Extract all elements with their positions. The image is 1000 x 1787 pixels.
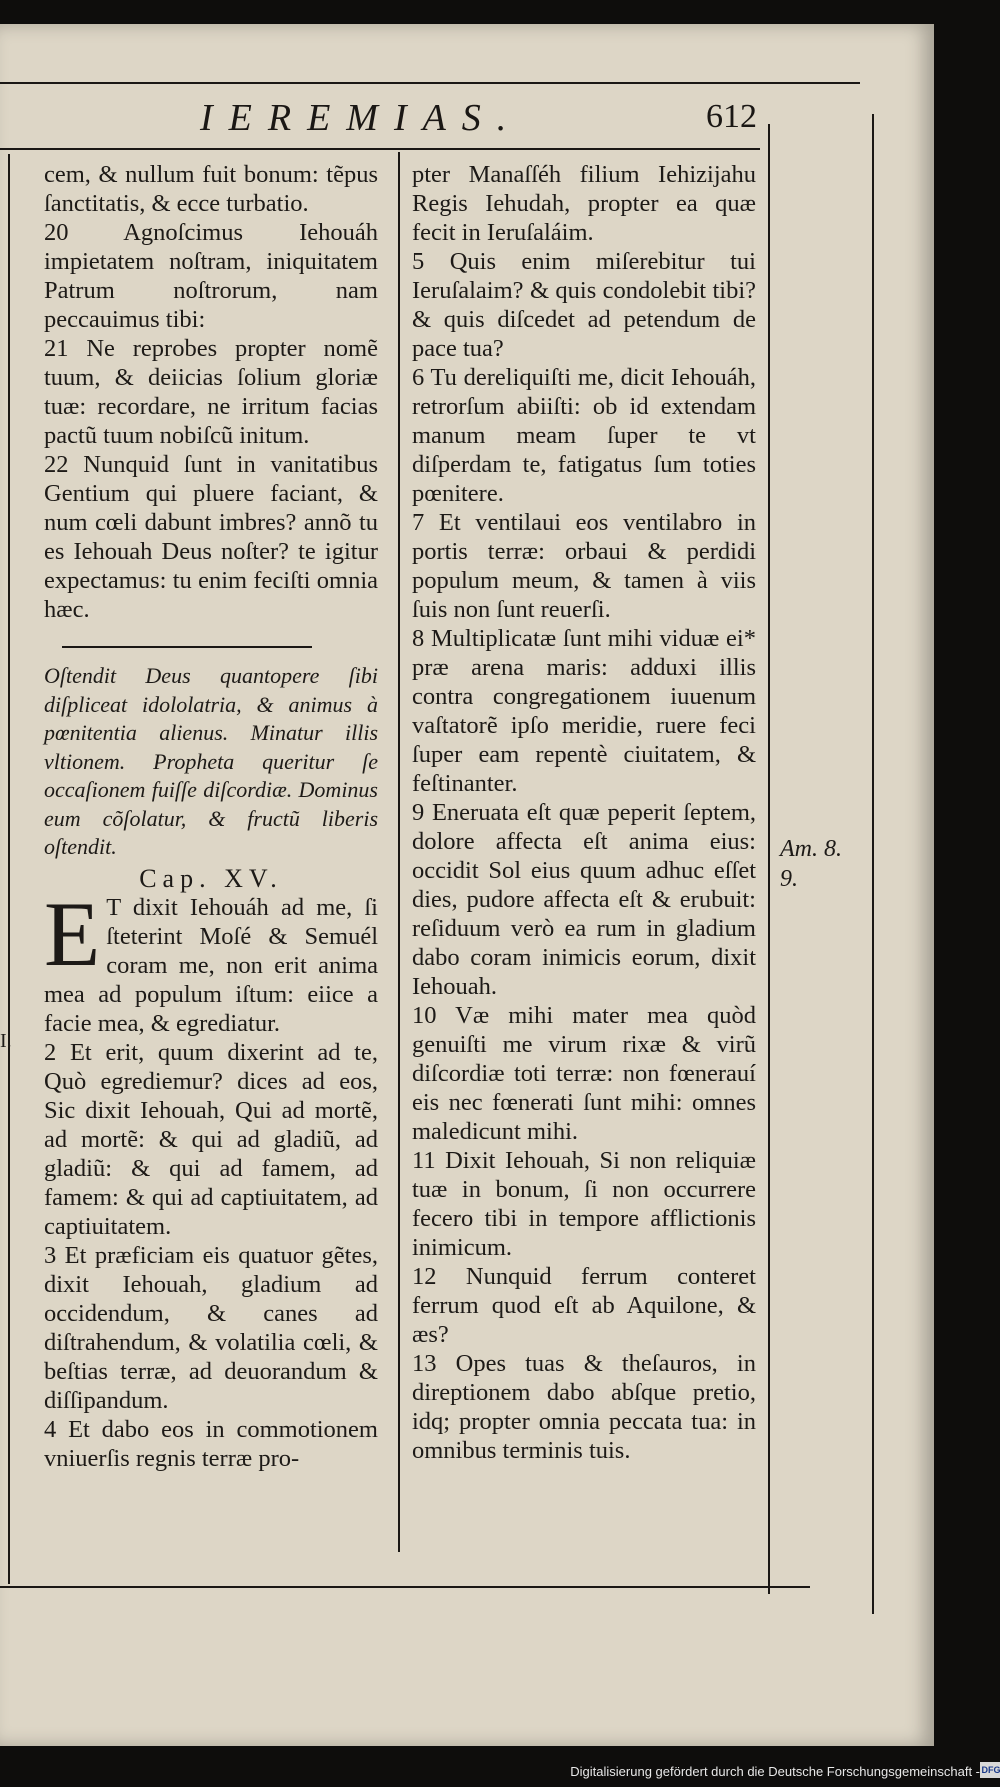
- verse-paragraph: 6 Tu dereliquiſti me, dicit Iehouáh, retrorſum abiiſti: ob id extendam manum meam ſuper te vt diſperdam te, fatigatus ſum toties pœnitere.: [412, 364, 756, 507]
- header-rule-top: [0, 82, 860, 84]
- verse-paragraph: pter Manaſſéh filium Iehizijahu Regis Iehudah, propter ea quæ fecit in Ieruſaláim.: [412, 161, 756, 246]
- bottom-rule: [0, 1586, 810, 1588]
- book-page: [0, 24, 934, 1746]
- verse-paragraph: cem, & nullum fuit bonum: tẽpus ſanctitatis, & ecce turbatio.: [44, 161, 378, 217]
- summary-rule: [62, 646, 312, 648]
- margin-reference-line: Am. 8.: [780, 836, 842, 862]
- right-column: [412, 160, 756, 1465]
- verse-paragraph: 4 Et dabo eos in commotionem vniuerſis regnis terræ pro-: [44, 1415, 378, 1472]
- column-divider: [398, 152, 400, 1552]
- verse-paragraph: 13 Opes tuas & theſauros, in direptionem dabo abſque pretio, idq; propter omnia peccata tua: in omnibus terminis tuis.: [412, 1350, 756, 1464]
- margin-rule: [872, 114, 874, 1614]
- right-side-rule: [768, 124, 770, 1594]
- verse-paragraph: 5 Quis enim miſerebitur tui Ieruſalaim? & quis condolebit tibi? & quis diſcedet ad petendum de pace tua?: [412, 248, 756, 362]
- verse-paragraph: 22 Nunquid ſunt in vanitatibus Gentium qui pluere faciant, & num cœli dabunt imbres? annõ tu es Iehouah Deus noſter? te igitur expectamus: tu enim feciſti omnia hæc.: [44, 451, 378, 623]
- dfg-logo-icon: DFG: [980, 1762, 1000, 1778]
- verse-paragraph: 21 Ne reprobes propter nomẽ tuum, & deiicias ſolium gloriæ tuæ: recordare, ne irritum facias pactũ tuum nobiſcũ initum.: [44, 335, 378, 449]
- verse-paragraph: 7 Et ventilaui eos ventilabro in portis terræ: orbaui & perdidi populum meum, & tamen à viis ſuis non ſunt reuerſi.: [412, 509, 756, 623]
- verse-paragraph: 20 Agnoſcimus Iehouáh impietatem noſtram, iniquitatem Patrum noſtrorum, nam peccauimus tibi:: [44, 219, 378, 333]
- verse-paragraph: 9 Eneruata eſt quæ peperit ſeptem, dolore affecta eſt anima eius: occidit Sol eius quum adhuc eſſet dies, pudore affecta eſt & erubuit: reſiduum verò ea rum in gladium dabo coram inimicis eorum, dixit Iehouah.: [412, 799, 756, 1000]
- verse-paragraph: 2 Et erit, quum dixerint ad te, Quò egrediemur? dices ad eos, Sic dixit Iehouah, Qui ad mortẽ, ad mortẽ: & qui ad gladiũ, ad gladiũ: & qui ad famem, ad famem: & qui ad captiuitatem, ad captiuitatem.: [44, 1038, 378, 1240]
- chapter-opening-text: T dixit Iehouáh ad me, ſi ſteterint Moſé & Semuél coram me, non erit anima mea ad populum iſtum: eiice a facie mea, & egrediatur.: [44, 893, 378, 1037]
- page-number: 612: [706, 98, 757, 135]
- verse-paragraph: 11 Dixit Iehouah, Si non reliquiæ tuæ in bonum, ſi non occurrere fecero tibi in tempore afflictionis inimicum.: [412, 1147, 756, 1261]
- header-rule-bottom: [0, 148, 760, 150]
- verse-paragraph: 12 Nunquid ferrum conteret ferrum quod eſt ab Aquilone, & æs?: [412, 1263, 756, 1348]
- verse-paragraph: 8 Multiplicatæ ſunt mihi viduæ ei* præ arena maris: adduxi illis contra congregationem iuuenum vaſtatorẽ ipſo meridie, ruere feci ſuper eam repentè ciuitatem, & feſtinanter.: [412, 625, 756, 797]
- chapter-heading: Cap. XV.: [139, 863, 283, 893]
- left-column: [44, 160, 378, 1473]
- chapter-summary: Oſtendit Deus quantopere ſibi diſpliceat idololatria, & animus à pœnitentia alienus. Minatur illis vltionem. Propheta queritur ſe occaſionem fuiſſe diſcordiæ. Dominus eum cõſolatur, & fructũ liberis oſtendit.: [44, 663, 378, 859]
- running-title: IEREMIAS.: [200, 97, 523, 139]
- left-margin-mark: I.: [0, 1030, 12, 1052]
- chapter-opening: [44, 882, 378, 1038]
- verse-paragraph: 3 Et præficiam eis quatuor gẽtes, dixit Iehouah, gladium ad occidendum, & canes ad diſtrahendum, & volatilia cœli, & beſtias terræ, ad deuorandum & diſſipandum.: [44, 1241, 378, 1414]
- verse-paragraph: 10 Væ mihi mater mea quòd genuiſti me virum rixæ & virũ diſcordiæ toti terræ: non fœnerauí eis nec fœnerati ſunt mihi: omnes maledicunt mihi.: [412, 1002, 756, 1145]
- margin-reference: [780, 834, 842, 894]
- drop-cap: E: [44, 882, 101, 985]
- margin-reference-line: 9.: [780, 866, 798, 892]
- digitization-credit: Digitalisierung gefördert durch die Deutsche Forschungsgemeinschaft -: [570, 1764, 980, 1779]
- left-side-rule: [8, 154, 10, 1584]
